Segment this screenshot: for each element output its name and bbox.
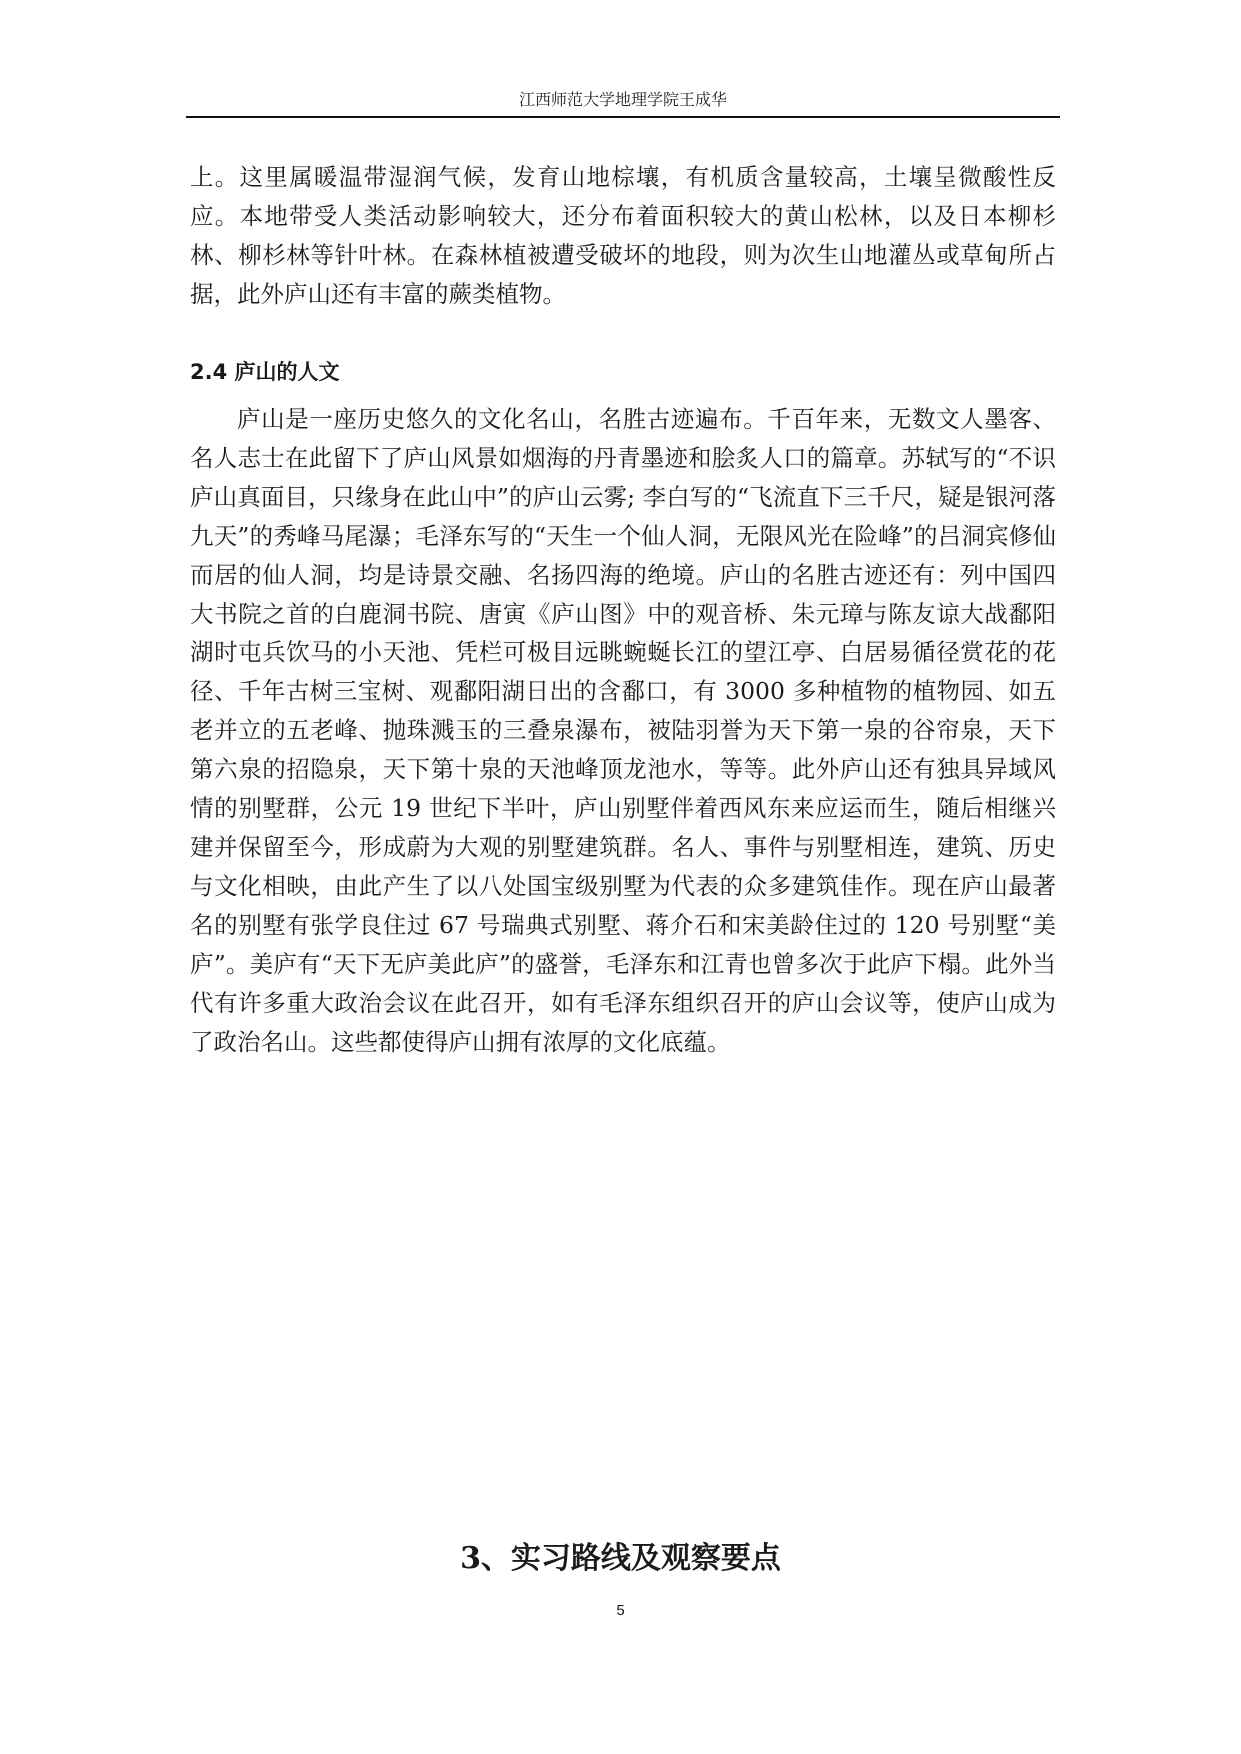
chapter-title: 3、实习路线及观察要点 — [460, 1541, 781, 1576]
header-text: 江西师范大学地理学院王成华 — [518, 90, 727, 109]
page-header — [186, 84, 1060, 118]
section-paragraph: 庐山是一座历史悠久的文化名山，名胜古迹遍布。千百年来，无数文人墨客、名人志士在此留下了庐山风景如烟海的丹青墨迹和脍炙人口的篇章。苏轼写的“不识庐山真面目，只缘身在此山中”的庐山云雾; 李白写的“飞流直下三千尺，疑是银河落九天”的秀峰马尾瀑；毛泽东写的“天生一个仙人洞，无限风光在险峰”的吕洞宾修仙而居的仙人洞，均是诗景交融、名扬四海的绝境。庐山的名胜古迹还有：列中国四大书院之首的白鹿洞书院、唐寅《庐山图》中的观音桥、朱元璋与陈友谅大战鄱阳湖时屯兵饮马的小天池、凭栏可极目远眺蜿蜒长江的望江亭、白居易循径赏花的花径、千年古树三宝树、观鄱阳湖日出的含鄱口，有 3000 多种植物的植物园、如五老并立的五老峰、抛珠溅玉的三叠泉瀑布，被陆羽誉为天下第一泉的谷帘泉，天下第六泉的招隐泉，天下第十泉的天池峰顶龙池水，等等。此外庐山还有独具异域风情的别墅群，公元 19 世纪下半叶，庐山别墅伴着西风东来应运而生，随后相继兴建并保留至今，形成蔚为大观的别墅建筑群。名人、事件与别墅相连，建筑、历史与文化相映，由此产生了以八处国宝级别墅为代表的众多建筑佳作。现在庐山最著名的别墅有张学良住过 67 号瑞典式别墅、蒋介石和宋美龄住过的 120 号别墅“美庐”。美庐有“天下无庐美此庐”的盛誉，毛泽东和江青也曾多次于此庐下榻。此外当代有许多重大政治会议在此召开，如有毛泽东组织召开的庐山会议等，使庐山成为了政治名山。这些都使得庐山拥有浓厚的文化底蕴。 — [190, 405, 1056, 1056]
page-number: 5 — [616, 1602, 625, 1619]
paragraph-continuation: 上。这里属暖温带湿润气候，发育山地棕壤，有机质含量较高，土壤呈微酸性反应。本地带受人类活动影响较大，还分布着面积较大的黄山松林，以及日本柳杉林、柳杉林等针叶林。在森林植被遭受破坏的地段，则为次生山地灌丛或草甸所占据，此外庐山还有丰富的蕨类植物。 — [190, 163, 1056, 308]
section-heading: 2.4 庐山的人文 — [190, 360, 340, 384]
